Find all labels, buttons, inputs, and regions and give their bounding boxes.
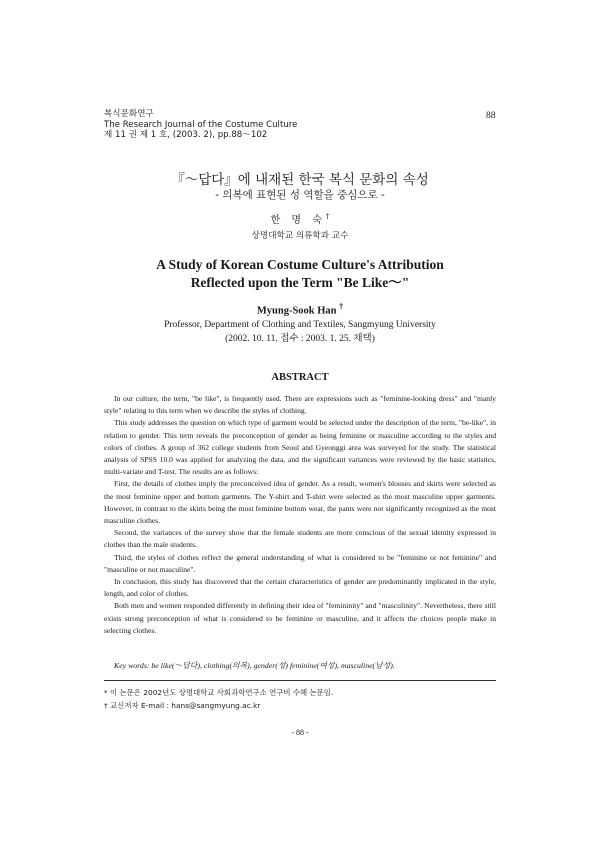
- korean-affiliation: 상명대학교 의류학과 교수: [251, 231, 349, 241]
- english-affiliation: Professor, Department of Clothing and Textiles, Sangmyung University: [164, 320, 436, 330]
- english-title-line1: A Study of Korean Costume Culture's Attribution: [156, 257, 444, 272]
- footer-page-number: - 88 -: [291, 728, 309, 737]
- footnote-corresponding-author: † 교신저자 E-mail : hans@sangmyung.ac.kr: [104, 701, 261, 710]
- abstract-paragraph: In conclusion, this study has discovered that the certain characteristics of gender are predominantly implicated in the style, length, and color of clothes.: [104, 577, 496, 599]
- english-title: [0, 256, 600, 292]
- abstract-paragraph: Second, the variances of the survey show that the female students are more conscious of the sexual identity expressed in clothes than the male students.: [104, 528, 496, 550]
- header-page-number: 88: [486, 111, 496, 121]
- korean-author-name: 한 명 숙: [270, 215, 326, 226]
- abstract-paragraph: First, the details of clothes imply the preconceived idea of gender. As a result, women's blouses and skirts were selected as the most feminine upper and bottom garments. The Y-shirt and T-shirt were selected as the most masculine upper garments. However, in contrast to the skirts being the most feminine bottom wear, the pants were not significantly recognized as the most masculine clothes.: [104, 479, 496, 526]
- footnote-divider: [104, 680, 496, 681]
- english-affiliation-block: [0, 318, 600, 346]
- english-title-line2: Reflected upon the Term "Be Like～": [190, 275, 410, 290]
- abstract-paragraph: Third, the styles of clothes reflect the general understanding of what is considered to be "feminine or not feminine" and "masculine or not masculine".: [104, 552, 496, 574]
- abstract-paragraph: This study addresses the question on which type of garment would be selected under the description of the term, "be-like", in relation to gender. This term reveals the preconception of gender as being feminine or masculine according to the styles and colors of clothes. A group of 362 college students from Seoul and Gyeonggi area was surveyed for the study. The statistical analysis of SPSS 10.0 was applied for analyzing the data, and the significant variances were reviewed by the basic statistics, multi-variate and T-test. The results are as follows:: [104, 418, 496, 477]
- journal-header: [104, 109, 297, 141]
- abstract-paragraph: Both men and women responded differently in defining their idea of "femininity" and "masculinity". Nevertheless, there still exists strong preconception of what is considered to be feminine or masculine, and it affects the choices people make in selecting clothes.: [104, 601, 496, 635]
- journal-korean-name: 복식문화연구: [104, 109, 154, 119]
- korean-author-mark: †: [325, 212, 330, 221]
- korean-title: 『～답다』에 내재된 한국 복식 문화의 속성: [171, 172, 429, 188]
- english-author: [0, 302, 600, 317]
- footnote-funding: * 이 논문은 2002년도 상명대학교 사회과학연구소 연구비 수혜 논문임.: [104, 688, 334, 697]
- journal-english-name: The Research Journal of the Costume Culture: [104, 119, 298, 130]
- english-author-mark: †: [339, 302, 344, 311]
- korean-subtitle: - 의복에 표현된 성 역할을 중심으로 -: [215, 189, 385, 201]
- english-author-name: Myung-Sook Han: [256, 305, 337, 317]
- abstract-body: [104, 393, 496, 637]
- keywords: Key words: be like(～답다), clothing(의복), gender(성) feminine(여성), masculine(남성).: [114, 661, 395, 670]
- korean-author: [0, 211, 600, 226]
- abstract-paragraph: In our culture, the term, "be like", is frequently used. There are expressions such as "feminine-looking dress" and "manly style" relating to this term when we describe the styles of clothing.: [104, 394, 496, 416]
- received-accepted-dates: (2002. 10. 11. 접수 : 2003. 1. 25. 채택): [225, 334, 375, 344]
- journal-volume-info: 제 11 권 제 1 호, (2003. 2), pp.88～102: [104, 130, 268, 141]
- abstract-heading: ABSTRACT: [271, 372, 329, 383]
